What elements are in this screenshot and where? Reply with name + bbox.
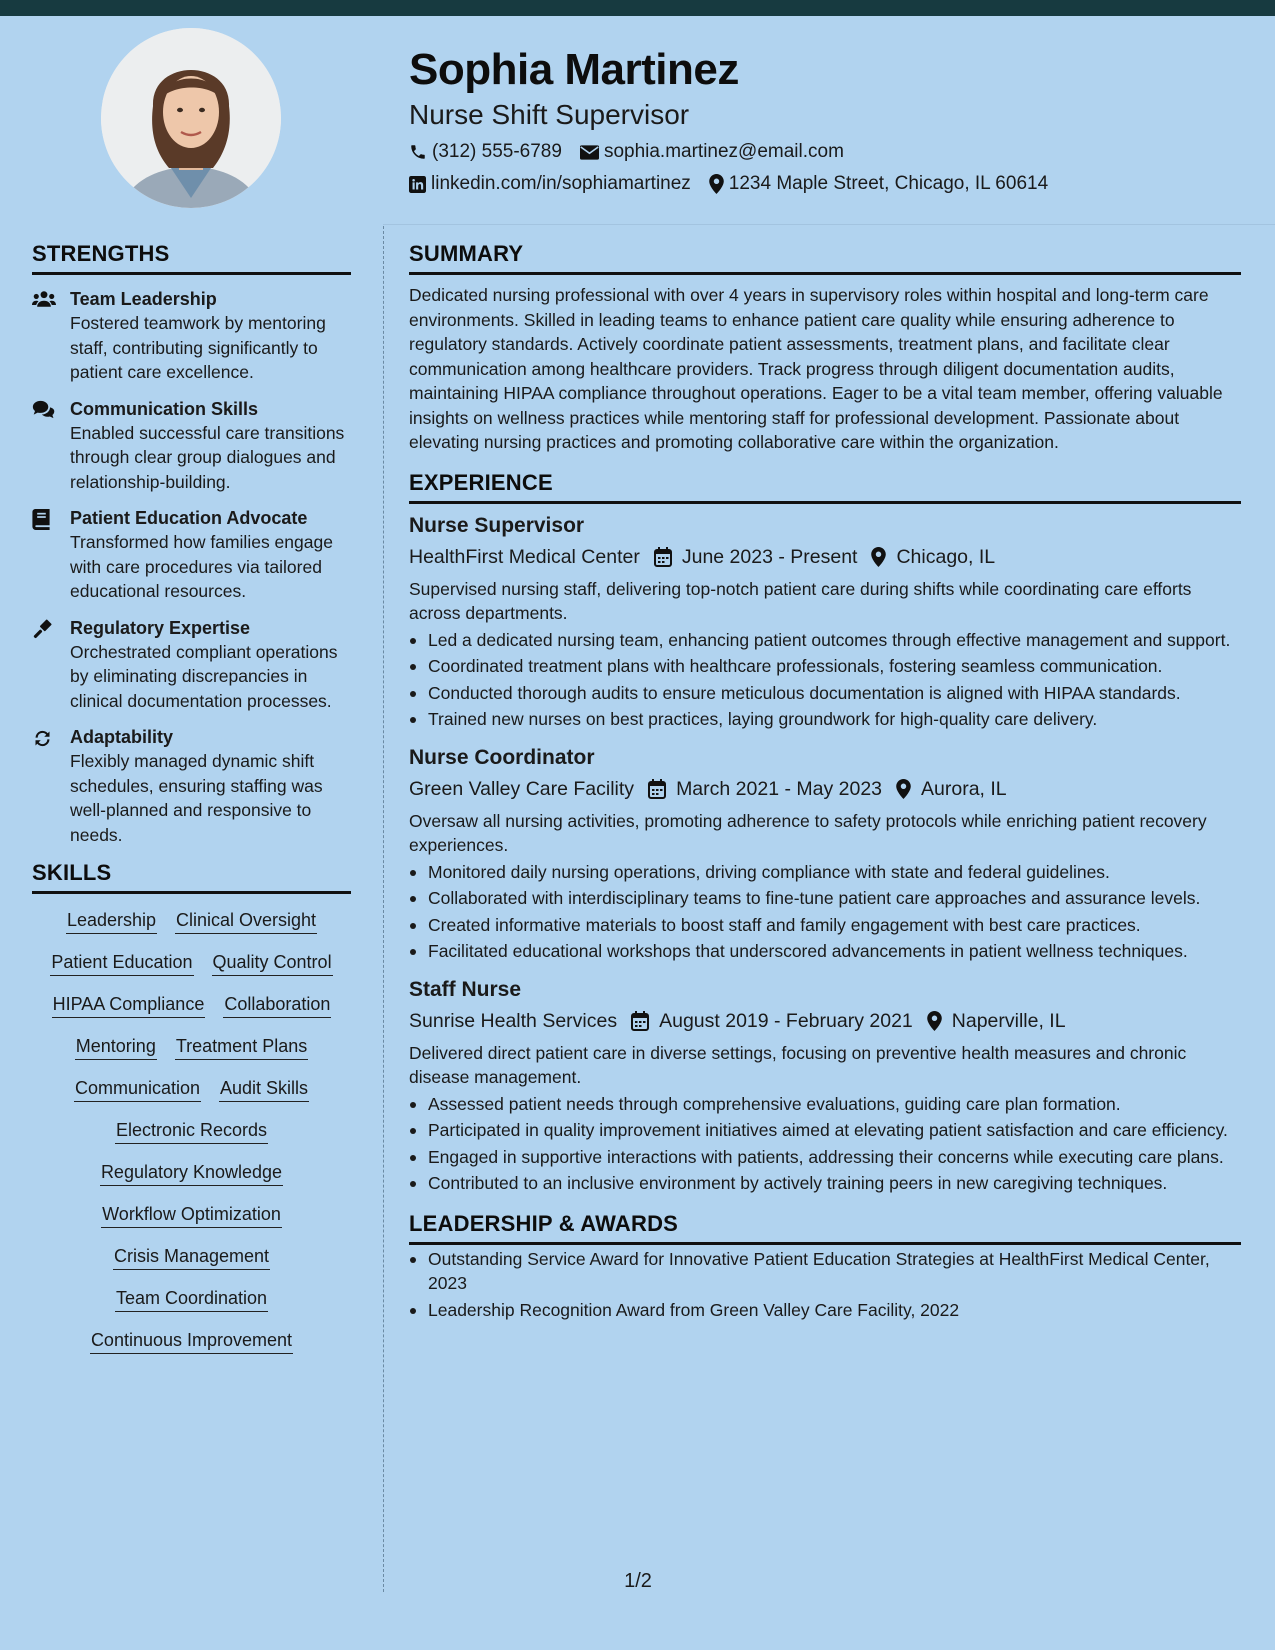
- list-item: Led a dedicated nursing team, enhancing patient outcomes through effective management and support.: [409, 628, 1241, 653]
- job-meta: [409, 1007, 1241, 1035]
- job-dates: March 2021 - May 2023: [676, 777, 883, 800]
- list-item: Engaged in supportive interactions with patients, addressing their concerns while executing care plans.: [409, 1145, 1241, 1170]
- strength-title: Communication Skills: [70, 398, 259, 419]
- email-text[interactable]: sophia.martinez@email.com: [603, 141, 844, 162]
- right-column: [409, 240, 1241, 1324]
- address-text: 1234 Maple Street, Chicago, IL 60614: [728, 173, 1049, 194]
- summary-text: Dedicated nursing professional with over 4 years in supervisory roles within hospital and long-term care environments. Skilled in leading teams to enhance patient care quality while ensuring adherence to regulatory standards. Actively coordinate patient assessments, treatment plans, and facilitate clear communication among healthcare providers. Track progress through diligent documentation audits, maintaining HIPAA compliance throughout operations. Eager to be a vital team member, offering valuable insights on wellness practices while mentoring staff for professional development. Passionate about elevating nursing practices and promoting collaborative care within the organization.: [409, 285, 1223, 452]
- linkedin-icon: [409, 176, 426, 193]
- phone-contact: [409, 140, 562, 164]
- job-description: Oversaw all nursing activities, promoting adherence to safety protocols while enriching patient recovery experiences.: [409, 810, 1207, 855]
- job-location: Naperville, IL: [951, 1009, 1066, 1032]
- job-role: Nurse Supervisor: [409, 513, 585, 537]
- strengths-heading: STRENGTHS: [32, 240, 351, 275]
- job-role: Staff Nurse: [409, 977, 522, 1001]
- strength-description: Transformed how families engage with care procedures via tailored educational resources.: [70, 532, 333, 601]
- candidate-name: Sophia Martinez: [409, 45, 739, 94]
- skill-tag: Team Coordination: [115, 1286, 268, 1312]
- list-item: Assessed patient needs through comprehensive evaluations, guiding care plan formation.: [409, 1092, 1241, 1117]
- email-contact[interactable]: [580, 140, 844, 164]
- skills-list: [32, 908, 351, 1370]
- skill-tag: Collaboration: [223, 992, 331, 1018]
- job-company: HealthFirst Medical Center: [409, 545, 640, 568]
- skill-tag: Electronic Records: [115, 1118, 268, 1144]
- strength-item: [32, 725, 351, 847]
- job-location: Aurora, IL: [921, 777, 1007, 800]
- job-meta: [409, 775, 1241, 803]
- resume-header: [409, 42, 1066, 196]
- calendar-icon: [654, 547, 672, 567]
- skill-tag: HIPAA Compliance: [52, 992, 206, 1018]
- strength-title: Regulatory Expertise: [70, 617, 251, 638]
- summary-heading: SUMMARY: [409, 240, 1241, 275]
- column-divider: [383, 226, 384, 1592]
- skill-tag: Quality Control: [212, 950, 333, 976]
- list-item: Monitored daily nursing operations, driving compliance with state and federal guidelines.: [409, 860, 1241, 885]
- list-item: Outstanding Service Award for Innovative Patient Education Strategies at HealthFirst Medical Center, 2023: [409, 1247, 1241, 1296]
- skill-tag: Leadership: [66, 908, 157, 934]
- linkedin-contact[interactable]: [409, 172, 691, 196]
- list-item: Created informative materials to boost staff and family engagement with best care practices.: [409, 913, 1241, 938]
- list-item: Conducted thorough audits to ensure meticulous documentation is aligned with HIPAA standards.: [409, 681, 1241, 706]
- refresh-icon: [32, 728, 53, 749]
- job-entry: [409, 744, 1241, 964]
- strength-description: Fostered teamwork by mentoring staff, contributing significantly to patient care excellence.: [70, 313, 326, 382]
- contact-row-1: [409, 140, 1066, 164]
- candidate-title: Nurse Shift Supervisor: [409, 99, 690, 130]
- skill-tag: Clinical Oversight: [175, 908, 317, 934]
- job-bullets: [409, 628, 1241, 732]
- contact-row-2: [409, 172, 1066, 196]
- list-item: Collaborated with interdisciplinary teams to fine-tune patient care approaches and assurance levels.: [409, 886, 1241, 911]
- calendar-icon: [648, 779, 666, 799]
- job-dates: August 2019 - February 2021: [659, 1009, 913, 1032]
- skill-tag: Workflow Optimization: [101, 1202, 282, 1228]
- address-contact: [709, 172, 1048, 196]
- experience-heading: EXPERIENCE: [409, 469, 1241, 504]
- phone-icon: [409, 143, 427, 161]
- map-pin-icon: [871, 547, 886, 567]
- list-item: Coordinated treatment plans with healthcare professionals, fostering seamless communication.: [409, 654, 1241, 679]
- skill-tag: Patient Education: [50, 950, 193, 976]
- top-bar: [0, 0, 1275, 16]
- job-entry: [409, 512, 1241, 732]
- skill-tag: Mentoring: [75, 1034, 157, 1060]
- strength-description: Orchestrated compliant operations by eliminating discrepancies in clinical documentation processes.: [70, 641, 338, 711]
- strength-item: [32, 616, 351, 714]
- job-bullets: [409, 1092, 1241, 1196]
- skill-tag: Treatment Plans: [175, 1034, 308, 1060]
- calendar-icon: [631, 1011, 649, 1031]
- job-entry: [409, 976, 1241, 1196]
- strength-description: Enabled successful care transitions through clear group dialogues and relationship-building.: [70, 422, 345, 492]
- list-item: Trained new nurses on best practices, laying groundwork for high-quality care delivery.: [409, 707, 1241, 732]
- book-icon: [32, 509, 50, 530]
- skill-tag: Continuous Improvement: [90, 1328, 293, 1354]
- job-description: Delivered direct patient care in diverse settings, focusing on preventive health measures and chronic disease management.: [409, 1042, 1187, 1087]
- list-item: Participated in quality improvement initiatives aimed at elevating patient satisfaction and care efficiency.: [409, 1118, 1241, 1143]
- list-item: Leadership Recognition Award from Green Valley Care Facility, 2022: [409, 1298, 1241, 1323]
- phone-text: (312) 555-6789: [432, 141, 562, 162]
- job-description: Supervised nursing staff, delivering top-notch patient care during shifts while coordinating care efforts across departments.: [409, 578, 1192, 623]
- strength-title: Team Leadership: [70, 289, 217, 309]
- awards-list: [409, 1247, 1241, 1323]
- job-role: Nurse Coordinator: [409, 745, 595, 769]
- envelope-icon: [580, 145, 599, 160]
- job-dates: June 2023 - Present: [681, 545, 858, 568]
- strength-description: Flexibly managed dynamic shift schedules, ensuring staffing was well-planned and responsive to needs.: [70, 751, 323, 845]
- strengths-list: [32, 287, 351, 847]
- strength-title: Patient Education Advocate: [70, 508, 308, 528]
- job-location: Chicago, IL: [896, 545, 996, 568]
- comments-icon: [32, 400, 56, 419]
- linkedin-text[interactable]: linkedin.com/in/sophiamartinez: [431, 173, 691, 194]
- users-icon: [32, 290, 56, 308]
- skill-tag: Communication: [74, 1076, 201, 1102]
- map-pin-icon: [709, 174, 724, 194]
- job-meta: [409, 543, 1241, 571]
- profile-photo: [101, 28, 281, 208]
- skill-tag: Regulatory Knowledge: [100, 1160, 283, 1186]
- strength-title: Adaptability: [70, 727, 174, 747]
- list-item: Contributed to an inclusive environment by actively training peers in new caregiving techniques.: [409, 1171, 1241, 1196]
- awards-heading: LEADERSHIP & AWARDS: [409, 1210, 1241, 1245]
- left-column: [32, 240, 351, 1370]
- map-pin-icon: [927, 1011, 942, 1031]
- skill-tag: Crisis Management: [113, 1244, 270, 1270]
- skills-heading: SKILLS: [32, 859, 351, 894]
- map-pin-icon: [896, 779, 911, 799]
- job-company: Green Valley Care Facility: [409, 777, 635, 800]
- header-divider: [383, 224, 1275, 225]
- list-item: Facilitated educational workshops that underscored advancements in patient wellness techniques.: [409, 939, 1241, 964]
- strength-item: [32, 287, 351, 385]
- skill-tag: Audit Skills: [219, 1076, 309, 1102]
- strength-item: [32, 506, 351, 604]
- page-number: 1/2: [624, 1570, 652, 1592]
- job-bullets: [409, 860, 1241, 964]
- strength-item: [32, 397, 351, 495]
- gavel-icon: [32, 619, 54, 640]
- job-company: Sunrise Health Services: [409, 1009, 618, 1032]
